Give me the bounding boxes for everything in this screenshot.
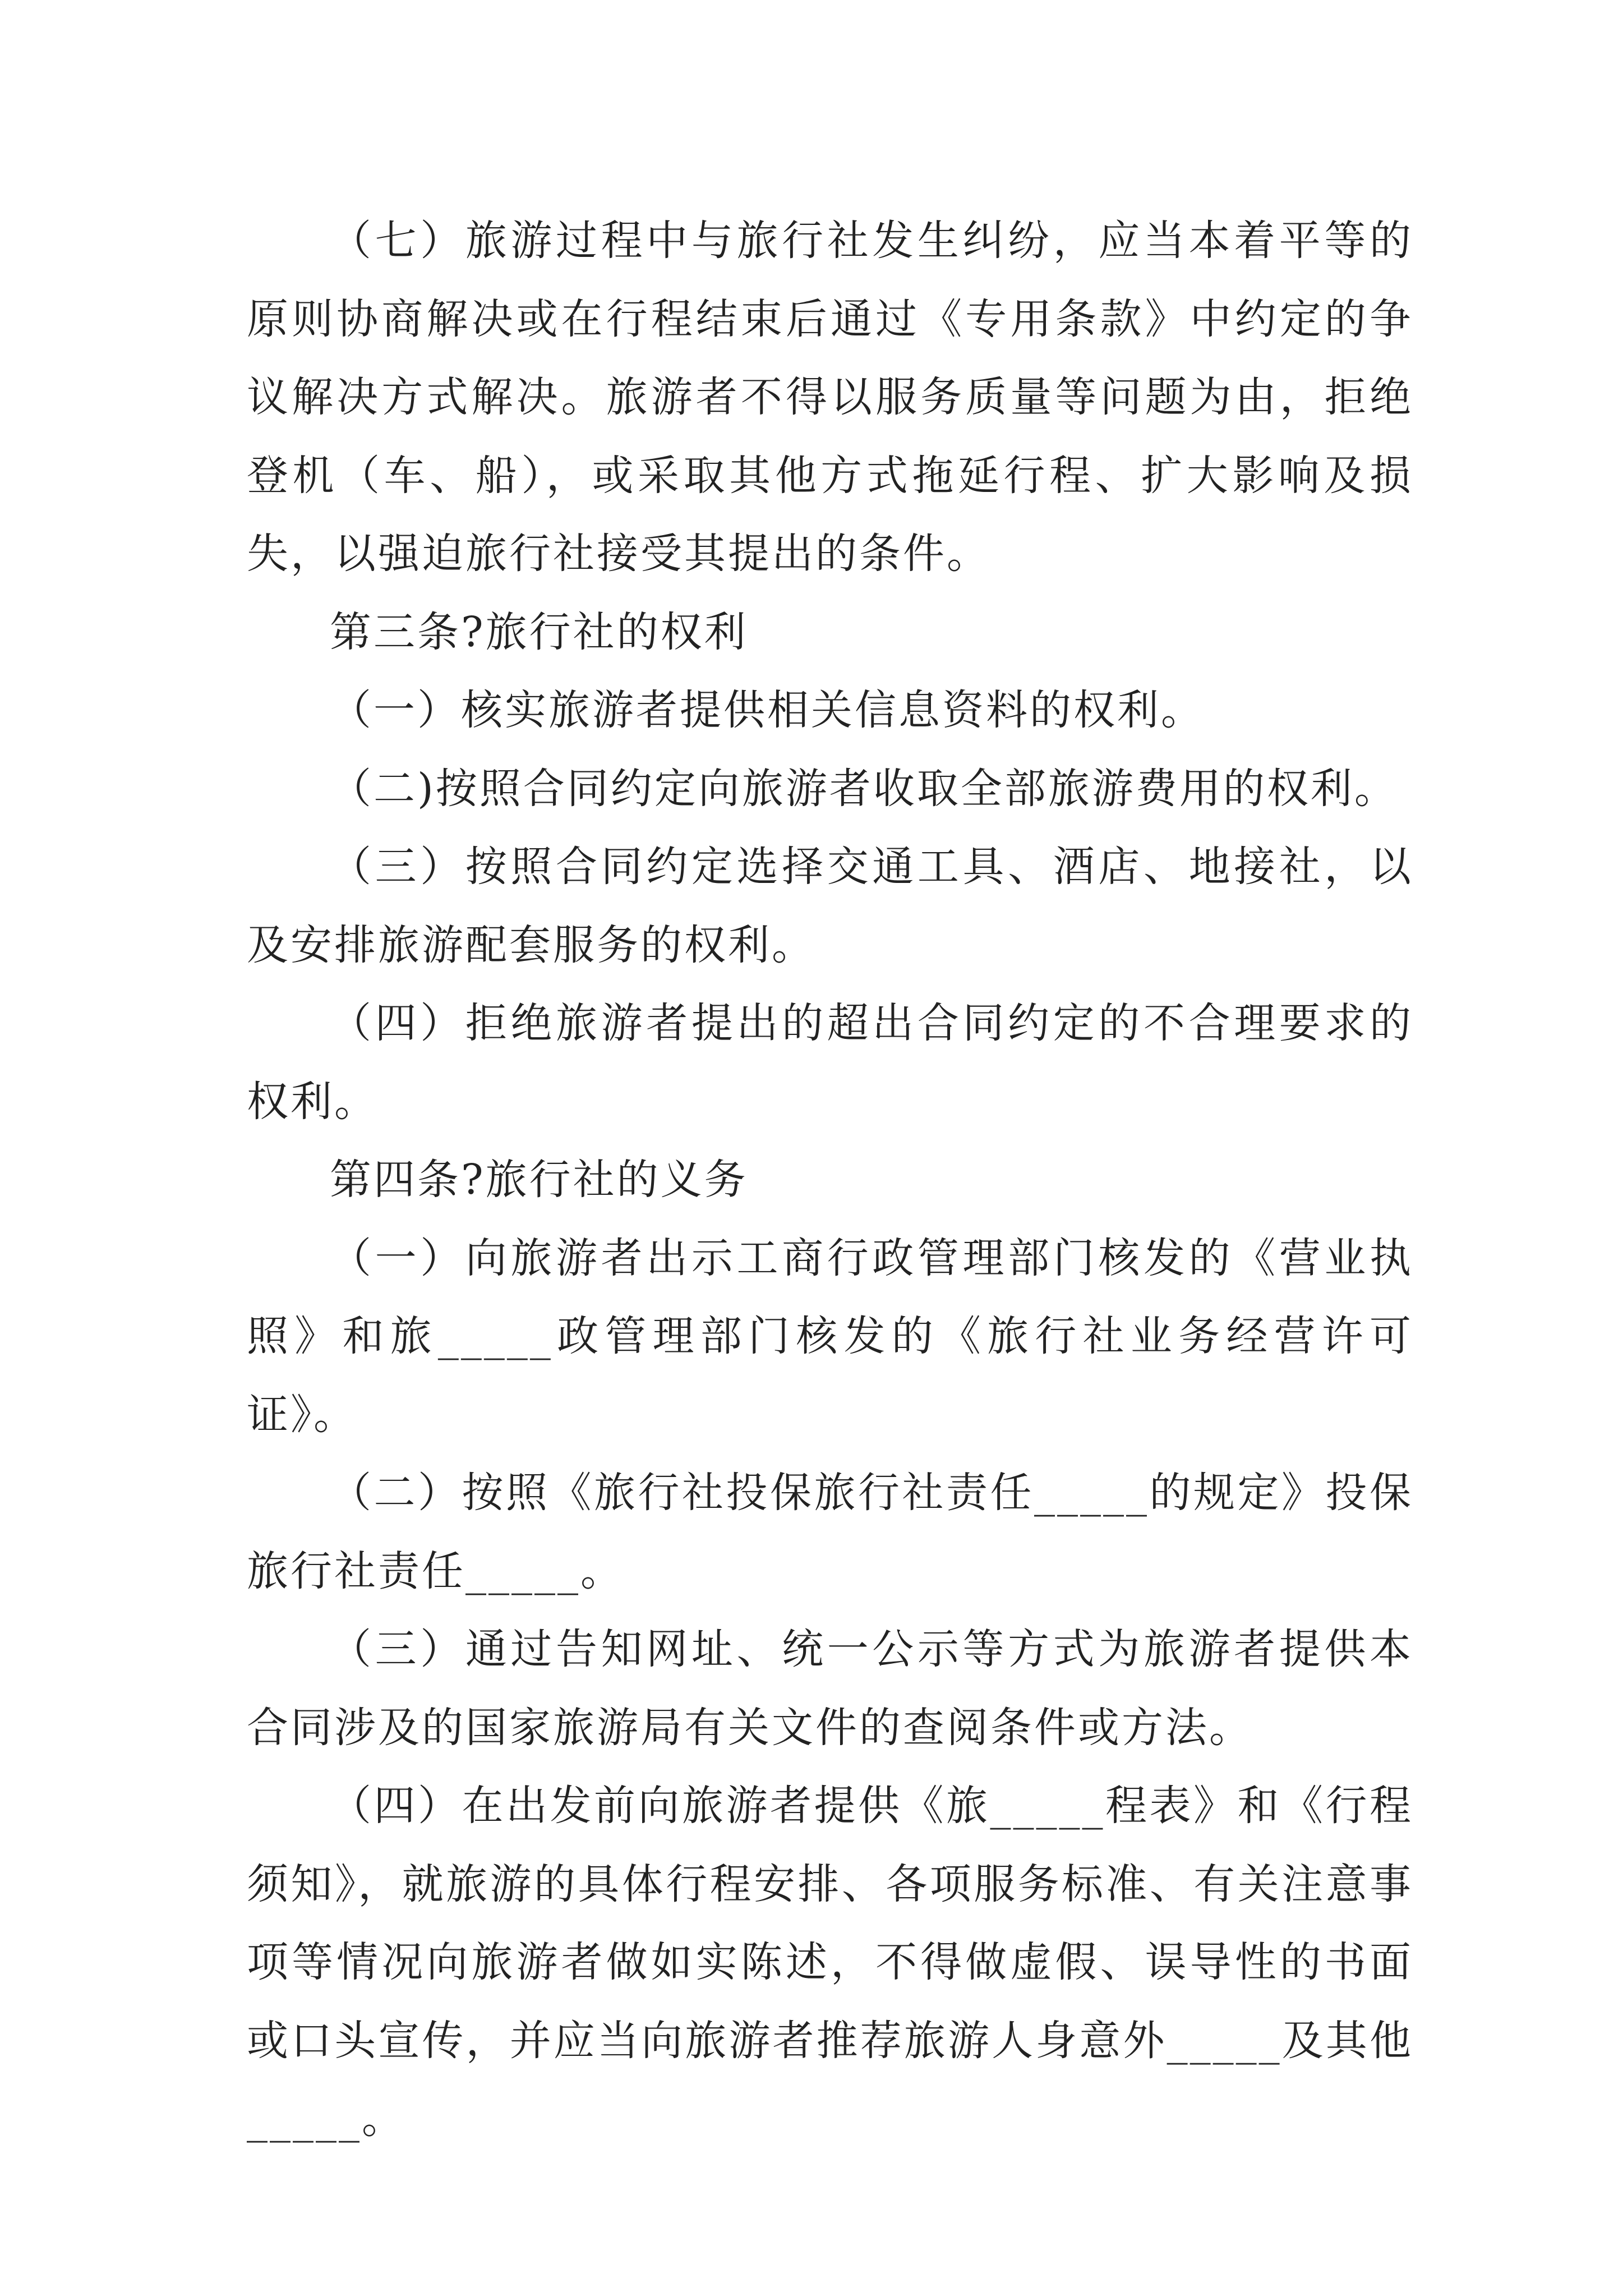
paragraph-duty-3: （三）通过告知网址、统一公示等方式为旅游者提供本合同涉及的国家旅游局有关文件的查阅条件或方法。: [247, 1625, 1413, 1752]
paragraph-duty-4: （四）在出发前向旅游者提供《旅_____程表》和《行程须知》，就旅游的具体行程安排、各项服务标准、有关注意事项等情况向旅游者做如实陈述，不得做虚假、误导性的书面或口头宣传，并应当向旅游者推荐旅游人身意外_____及其他_____。: [247, 1782, 1413, 2143]
article-3-heading: 第三条?旅行社的权利: [330, 608, 748, 656]
paragraph-duty-2: （二）按照《旅行社投保旅行社责任_____的规定》投保旅行社责任_____。: [247, 1469, 1413, 1595]
paragraph-right-1: （一）核实旅游者提供相关信息资料的权利。: [330, 686, 1205, 734]
article-4-heading: 第四条?旅行社的义务: [330, 1156, 748, 1204]
paragraph-right-4: （四）拒绝旅游者提出的超出合同约定的不合理要求的权利。: [247, 999, 1413, 1126]
paragraph-right-3: （三）按照合同约定选择交通工具、酒店、地接社，以及安排旅游配套服务的权利。: [247, 843, 1413, 969]
document-body: [247, 202, 1413, 2159]
paragraph-clause-7-dispute: （七）旅游过程中与旅行社发生纠纷，应当本着平等的原则协商解决或在行程结束后通过《专用条款》中约定的争议解决方式解决。旅游者不得以服务质量等问题为由，拒绝登机（车、船），或采取其他方式拖延行程、扩大影响及损失，以强迫旅行社接受其提出的条件。: [247, 217, 1413, 578]
paragraph-right-2: （二)按照合同约定向旅游者收取全部旅游费用的权利。: [330, 764, 1398, 813]
paragraph-duty-1: （一）向旅游者出示工商行政管理部门核发的《营业执照》和旅_____政管理部门核发的《旅行社业务经营许可证》。: [247, 1234, 1413, 1439]
